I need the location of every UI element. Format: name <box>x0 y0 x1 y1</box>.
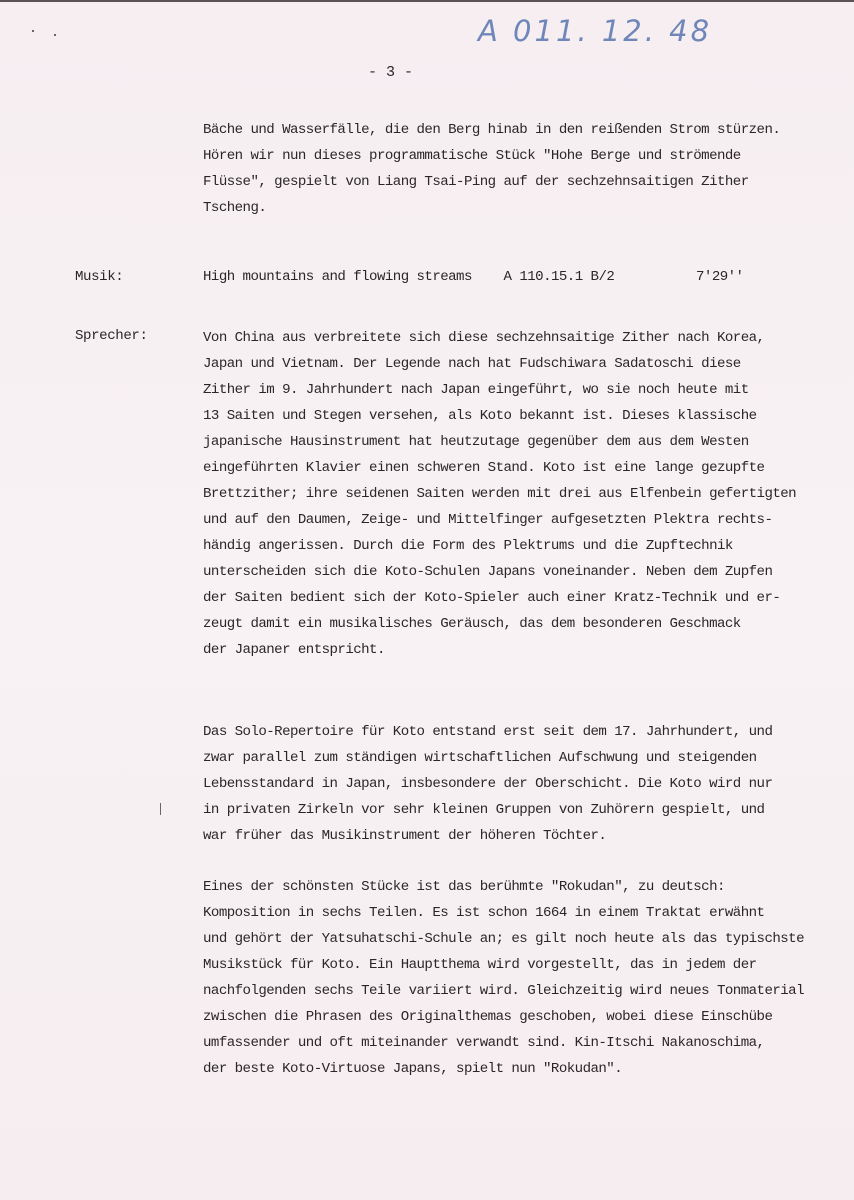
text-line: und gehört der Yatsuhatschi-Schule an; es gilt noch heute als das typischste <box>203 931 804 947</box>
text-line: Japan und Vietnam. Der Legende nach hat Fudschiwara Sadatoschi diese <box>203 356 741 372</box>
text-line: der Saiten bedient sich der Koto-Spieler auch einer Kratz-Technik und er- <box>203 590 781 606</box>
music-duration: 7'29'' <box>696 269 744 285</box>
text-line: eingeführten Klavier einen schweren Stand. Koto ist eine lange gezupfte <box>203 460 765 476</box>
text-line: zwar parallel zum ständigen wirtschaftlichen Aufschwung und steigenden <box>203 750 757 766</box>
text-line: Bäche und Wasserfälle, die den Berg hinab in den reißenden Strom stürzen. <box>203 122 781 138</box>
intro-paragraph <box>203 118 819 221</box>
music-entry <box>203 269 763 285</box>
text-line: unterscheiden sich die Koto-Schulen Japans voneinander. Neben dem Zupfen <box>203 564 773 580</box>
text-line: japanische Hausinstrument hat heutzutage gegenüber dem aus dem Westen <box>203 434 749 450</box>
text-line: händig angerissen. Durch die Form des Plektrums und die Zupftechnik <box>203 538 733 554</box>
text-line: Tscheng. <box>203 200 267 216</box>
text-line: 13 Saiten und Stegen versehen, als Koto bekannt ist. Dieses klassische <box>203 408 757 424</box>
text-line: Von China aus verbreitete sich diese sechzehnsaitige Zither nach Korea, <box>203 330 765 346</box>
page-top-edge <box>0 0 854 2</box>
text-line: der Japaner entspricht. <box>203 642 385 658</box>
text-line: zwischen die Phrasen des Originalthemas geschoben, wobei diese Einschübe <box>203 1009 773 1025</box>
text-line: zeugt damit ein musikalisches Geräusch, das dem besonderen Geschmack <box>203 616 741 632</box>
text-line: Hören wir nun dieses programmatische Stück "Hohe Berge und strömende <box>203 148 741 164</box>
text-line: Brettzither; ihre seidenen Saiten werden mit drei aus Elfenbein gefertigten <box>203 486 797 502</box>
scan-speck <box>160 803 161 815</box>
music-catalog-number: A 110.15.1 B/2 <box>503 269 615 285</box>
text-line: Zither im 9. Jahrhundert nach Japan eingeführt, wo sie noch heute mit <box>203 382 749 398</box>
speaker-paragraph-3 <box>203 874 819 1082</box>
handwritten-archive-number: A 011. 12. 48 <box>478 14 713 48</box>
text-line: und auf den Daumen, Zeige- und Mittelfinger aufgesetzten Plektra rechts- <box>203 512 773 528</box>
music-title: High mountains and flowing streams <box>203 269 472 285</box>
speaker-paragraph-2 <box>203 719 819 849</box>
text-line: Musikstück für Koto. Ein Hauptthema wird vorgestellt, das in jedem der <box>203 957 757 973</box>
scan-speck <box>32 30 34 32</box>
text-line: Komposition in sechs Teilen. Es ist schon 1664 in einem Traktat erwähnt <box>203 905 765 921</box>
text-line: Lebensstandard in Japan, insbesondere der Oberschicht. Die Koto wird nur <box>203 776 773 792</box>
text-line: Das Solo-Repertoire für Koto entstand erst seit dem 17. Jahrhundert, und <box>203 724 773 740</box>
text-line: umfassender und oft miteinander verwandt sind. Kin-Itschi Nakanoschima, <box>203 1035 765 1051</box>
scan-speck <box>54 34 56 36</box>
page-number: - 3 - <box>368 64 414 81</box>
text-line: in privaten Zirkeln vor sehr kleinen Gruppen von Zuhörern gespielt, und <box>203 802 765 818</box>
music-label: Musik: <box>75 269 124 285</box>
speaker-paragraph-1 <box>203 325 819 663</box>
speaker-label: Sprecher: <box>75 328 148 344</box>
text-line: war früher das Musikinstrument der höheren Töchter. <box>203 828 607 844</box>
text-line: der beste Koto-Virtuose Japans, spielt nun "Rokudan". <box>203 1061 623 1077</box>
text-line: Eines der schönsten Stücke ist das berühmte "Rokudan", zu deutsch: <box>203 879 725 895</box>
text-line: nachfolgenden sechs Teile variiert wird. Gleichzeitig wird neues Tonmaterial <box>203 983 804 999</box>
text-line: Flüsse", gespielt von Liang Tsai-Ping auf der sechzehnsaitigen Zither <box>203 174 749 190</box>
